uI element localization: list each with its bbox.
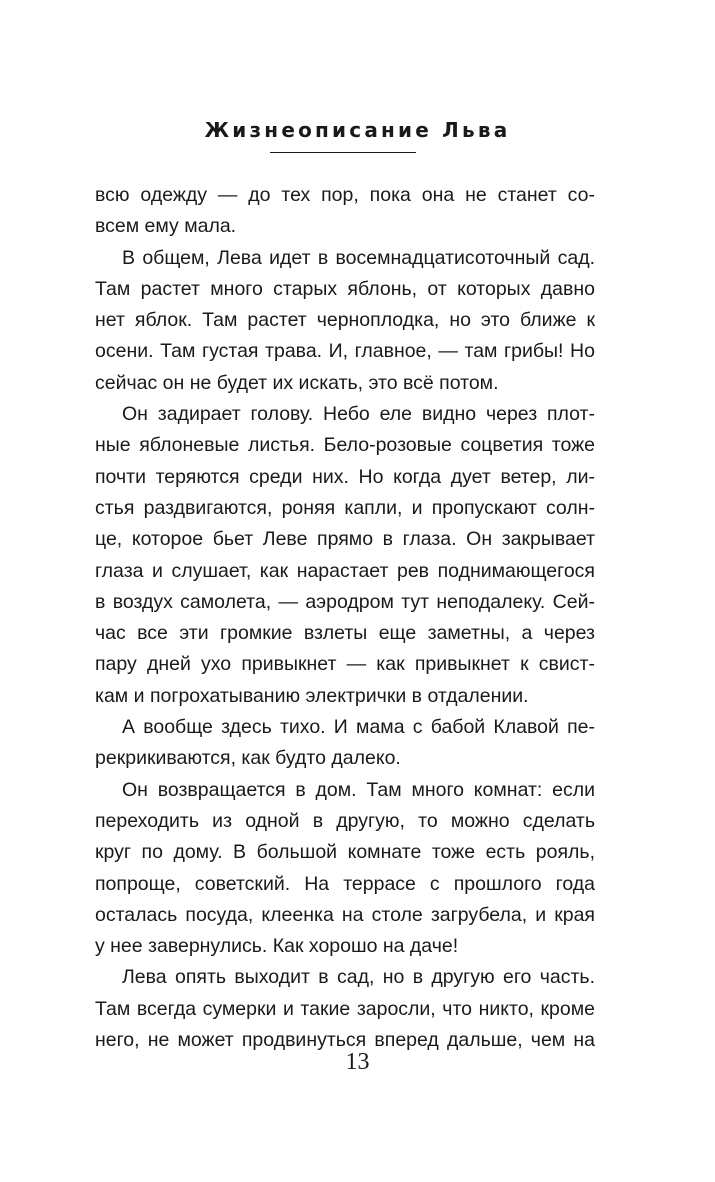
page-number: 13 [345,1049,370,1075]
text-line: пару дней ухо привыкнет — как привыкнет к свист- [95,653,595,676]
text-line: ные яблоневые листья. Бело-розовые соцветия тоже [95,434,595,457]
text-line: в воздух самолета, — аэродром тут неподалеку. Сей- [95,590,595,613]
text-line: всю одежду — до тех пор, пока она не станет со- [95,184,595,206]
text-line: кам и погрохатыванию электрички в отдалении. [95,684,529,707]
text-line: сейчас он не будет их искать, это всё потом. [95,371,499,394]
text-line: нет яблок. Там растет черноплодка, но это ближе к [95,309,595,332]
text-line: переходить из одной в другую, то можно сделать [95,809,595,832]
text-line: Там растет много старых яблонь, от которых давно [95,277,595,300]
text-line: Там всегда сумерки и такие заросли, что никто, кроме [95,997,595,1020]
text-line: А вообще здесь тихо. И мама с бабой Клавой пе- [122,716,595,739]
text-line: осталась посуда, клеенка на столе загрубела, и края [95,903,595,926]
text-line: В общем, Лева идет в восемнадцатисоточный сад. [122,246,595,269]
text-line: всем ему мала. [95,215,237,238]
text-line: глаза и слушает, как нарастает рев поднимающегося [95,559,595,582]
text-line: рекрикиваются, как будто далеко. [95,747,401,770]
text-line: стья раздвигаются, роняя капли, и пропускают солн- [95,496,595,519]
text-line: попроще, советский. На террасе с прошлого года [95,872,595,895]
text-line: це, которое бьет Леве прямо в глаза. Он закрывает [95,528,595,551]
text-line: Он задирает голову. Небо еле видно через плот- [122,403,595,426]
running-head-rule [270,152,416,153]
body-text [95,180,595,1056]
text-line: него, не может продвинуться вперед дальше, чем на [95,1029,595,1052]
running-head: Жизнеописание Льва [204,118,511,142]
text-line: Лева опять выходит в сад, но в другую его часть. [122,966,595,989]
text-line: почти теряются среди них. Но когда дует ветер, ли- [95,465,595,488]
text-line: час все эти громкие взлеты еще заметны, а через [95,622,595,645]
text-line: Он возвращается в дом. Там много комнат: если [122,778,595,801]
text-line: у нее завернулись. Как хорошо на даче! [95,935,459,958]
text-line: круг по дому. В большой комнате тоже есть рояль, [95,841,595,864]
text-line: осени. Там густая трава. И, главное, — там грибы! Но [95,340,595,363]
